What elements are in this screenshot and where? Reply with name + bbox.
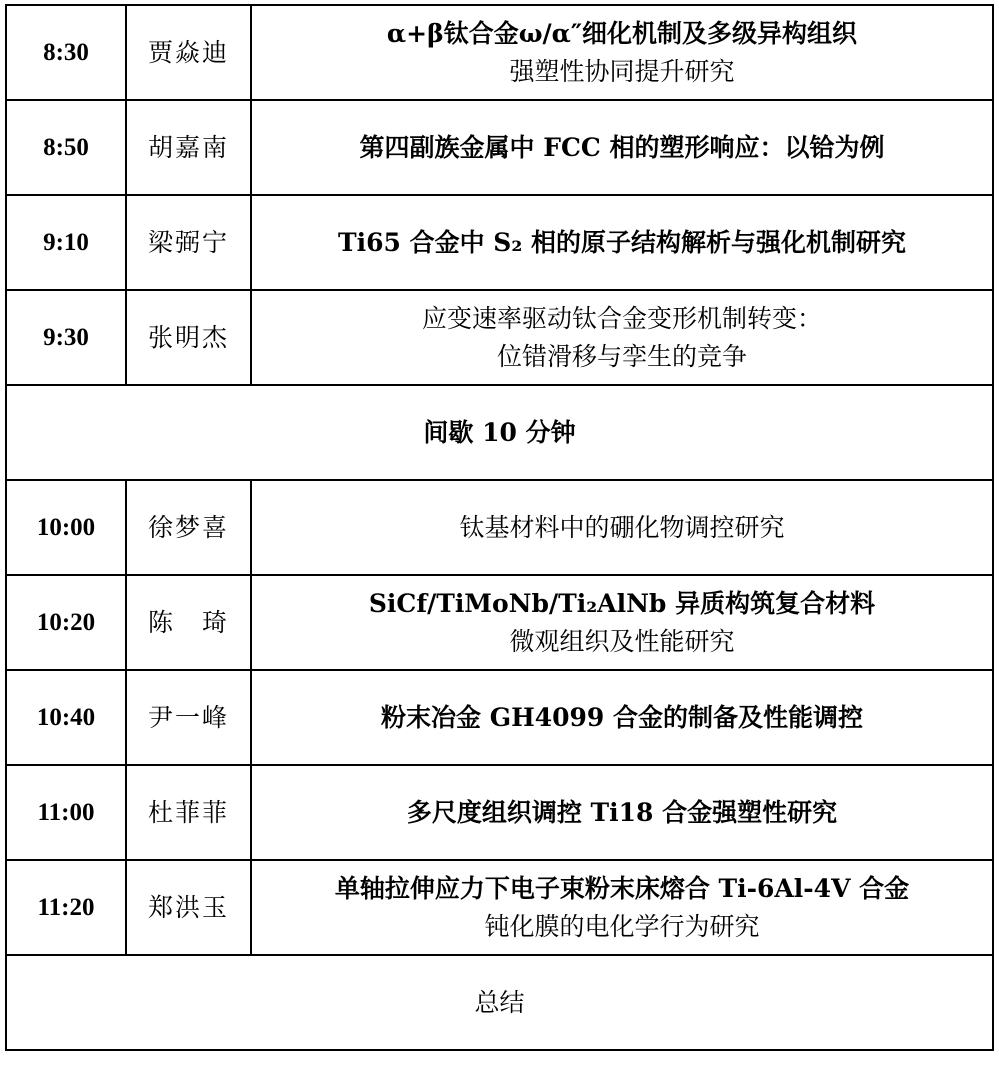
speaker-name-cell: 陈 琦 <box>126 575 251 670</box>
talk-title-cell <box>251 765 993 860</box>
talk-title-line: 多尺度组织调控 Ti18 合金强塑性研究 <box>406 797 838 827</box>
speaker-name-cell: 胡嘉南 <box>126 100 251 195</box>
table-row <box>6 480 993 575</box>
talk-title-line: 强塑性协同提升研究 <box>509 56 735 86</box>
speaker-name-cell: 张明杰 <box>126 290 251 385</box>
time-cell: 8:30 <box>6 5 126 100</box>
table-row <box>6 765 993 860</box>
talk-title-cell <box>251 480 993 575</box>
talk-title-cell <box>251 575 993 670</box>
talk-title-line: 微观组织及性能研究 <box>509 626 735 656</box>
time-cell: 11:00 <box>6 765 126 860</box>
speaker-name-cell: 杜菲菲 <box>126 765 251 860</box>
talk-title-cell <box>251 5 993 100</box>
table-row <box>6 195 993 290</box>
speaker-name-cell: 郑洪玉 <box>126 860 251 955</box>
summary-row <box>6 955 993 1050</box>
time-cell: 10:20 <box>6 575 126 670</box>
speaker-name-cell: 贾焱迪 <box>126 5 251 100</box>
table-row <box>6 5 993 100</box>
table-row <box>6 100 993 195</box>
break-row <box>6 385 993 480</box>
talk-title-line: 第四副族金属中 FCC 相的塑形响应：以铪为例 <box>359 132 885 162</box>
speaker-name-cell: 尹一峰 <box>126 670 251 765</box>
table-row <box>6 290 993 385</box>
talk-title-cell <box>251 195 993 290</box>
talk-title-line: 钛基材料中的硼化物调控研究 <box>459 512 785 542</box>
table-row <box>6 575 993 670</box>
talk-title-cell <box>251 670 993 765</box>
schedule-table <box>5 4 994 1051</box>
talk-title-cell <box>251 100 993 195</box>
talk-title-cell <box>251 860 993 955</box>
time-cell: 9:10 <box>6 195 126 290</box>
talk-title-line: 钝化膜的电化学行为研究 <box>484 911 760 941</box>
talk-title-line: Ti65 合金中 S₂ 相的原子结构解析与强化机制研究 <box>337 227 906 257</box>
time-cell: 10:00 <box>6 480 126 575</box>
talk-title-line: 粉末冶金 GH4099 合金的制备及性能调控 <box>381 702 863 732</box>
time-cell: 10:40 <box>6 670 126 765</box>
time-cell: 8:50 <box>6 100 126 195</box>
time-cell: 11:20 <box>6 860 126 955</box>
speaker-name-cell: 梁弼宁 <box>126 195 251 290</box>
summary-label: 总结 <box>6 955 993 1050</box>
table-row <box>6 670 993 765</box>
talk-title-cell <box>251 290 993 385</box>
table-row <box>6 860 993 955</box>
talk-title-line: 位错滑移与孪生的竞争 <box>496 341 747 371</box>
time-cell: 9:30 <box>6 290 126 385</box>
talk-title-line: SiCf/TiMoNb/Ti₂AlNb 异质构筑复合材料 <box>368 588 876 618</box>
talk-title-line: α+β钛合金ω/α″细化机制及多级异构组织 <box>386 18 858 48</box>
talk-title-line: 单轴拉伸应力下电子束粉末床熔合 Ti-6Al-4V 合金 <box>334 873 910 903</box>
speaker-name-cell: 徐梦喜 <box>126 480 251 575</box>
talk-title-line: 应变速率驱动钛合金变形机制转变： <box>421 303 822 333</box>
break-label: 间歇 10 分钟 <box>6 385 993 480</box>
